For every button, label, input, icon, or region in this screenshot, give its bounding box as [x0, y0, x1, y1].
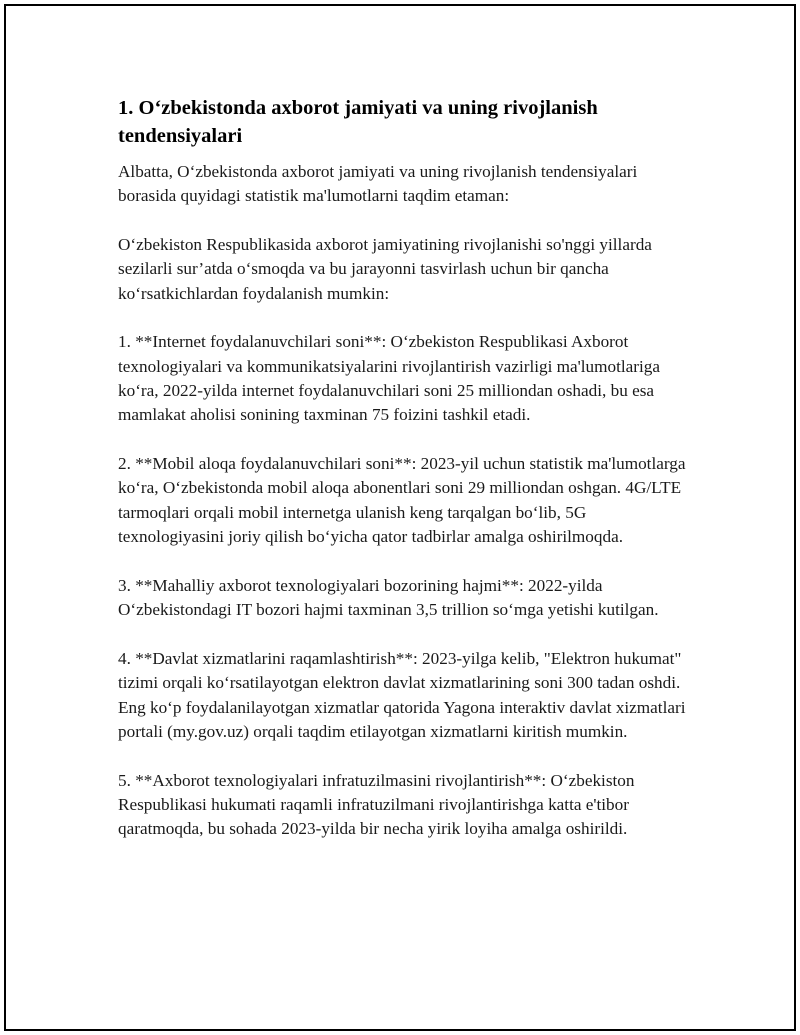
intro-paragraph: Albatta, O‘zbekistonda axborot jamiyati va uning rivojlanish tendensiyalari borasida quyidagi statistik ma'lumotlarni taqdim etaman: [118, 162, 638, 206]
document-body [118, 94, 688, 866]
document-heading: 1. O‘zbekistonda axborot jamiyati va uning rivojlanish tendensiyalari [118, 97, 598, 147]
list-item-mobile-users: 2. **Mobil aloqa foydalanuvchilari soni**: 2023-yil uchun statistik ma'lumotlarga ko‘ra, O‘zbekistonda mobil aloqa abonentlari soni 29 milliondan oshgan. 4G/LTE tarmoqlari orqali mobil internetga ulanish keng tarqalgan bo‘lib, 5G texnologiyasini joriy qilish bo‘yicha qator tadbirlar amalga oshirilmoqda. [118, 454, 686, 547]
list-item-infrastructure: 5. **Axborot texnologiyalari infratuzilmasini rivojlantirish**: O‘zbekiston Respublikasi hukumati raqamli infratuzilmani rivojlantirishga katta e'tibor qaratmoqda, bu sohada 2023-yilda bir necha yirik loyiha amalga oshirildi. [118, 770, 635, 839]
list-item-it-market: 3. **Mahalliy axborot texnologiyalari bozorining hajmi**: 2022-yilda O‘zbekistondagi IT bozori hajmi taxminan 3,5 trillion so‘mga yetishi kutilgan. [118, 575, 659, 620]
context-paragraph: O‘zbekiston Respublikasida axborot jamiyatining rivojlanishi so'nggi yillarda sezilarli sur’atda o‘smoqda va bu jarayonni tasvirlash uchun bir qancha ko‘rsatkichlardan foydalanish mumkin: [118, 235, 652, 303]
list-item-e-government: 4. **Davlat xizmatlarini raqamlashtirish**: 2023-yilga kelib, "Elektron hukumat" tizimi orqali ko‘rsatilayotgan elektron davlat xizmatlarining soni 300 tadan oshdi. Eng ko‘p foydalanilayotgan xizmatlar qatorida Yagona interaktiv davlat xizmatlari portali (my.gov.uz) orqali taqdim etilayotgan xizmatlarni kiritish mumkin. [118, 648, 686, 741]
list-item-internet-users: 1. **Internet foydalanuvchilari soni**: O‘zbekiston Respublikasi Axborot texnologiyalari va kommunikatsiyalarini rivojlantirish vazirligi ma'lumotlariga ko‘ra, 2022-yilda internet foydalanuvchilari soni 25 milliondan oshadi, bu esa mamlakat aholisi sonining taxminan 75 foizini tashkil etadi. [118, 332, 660, 425]
